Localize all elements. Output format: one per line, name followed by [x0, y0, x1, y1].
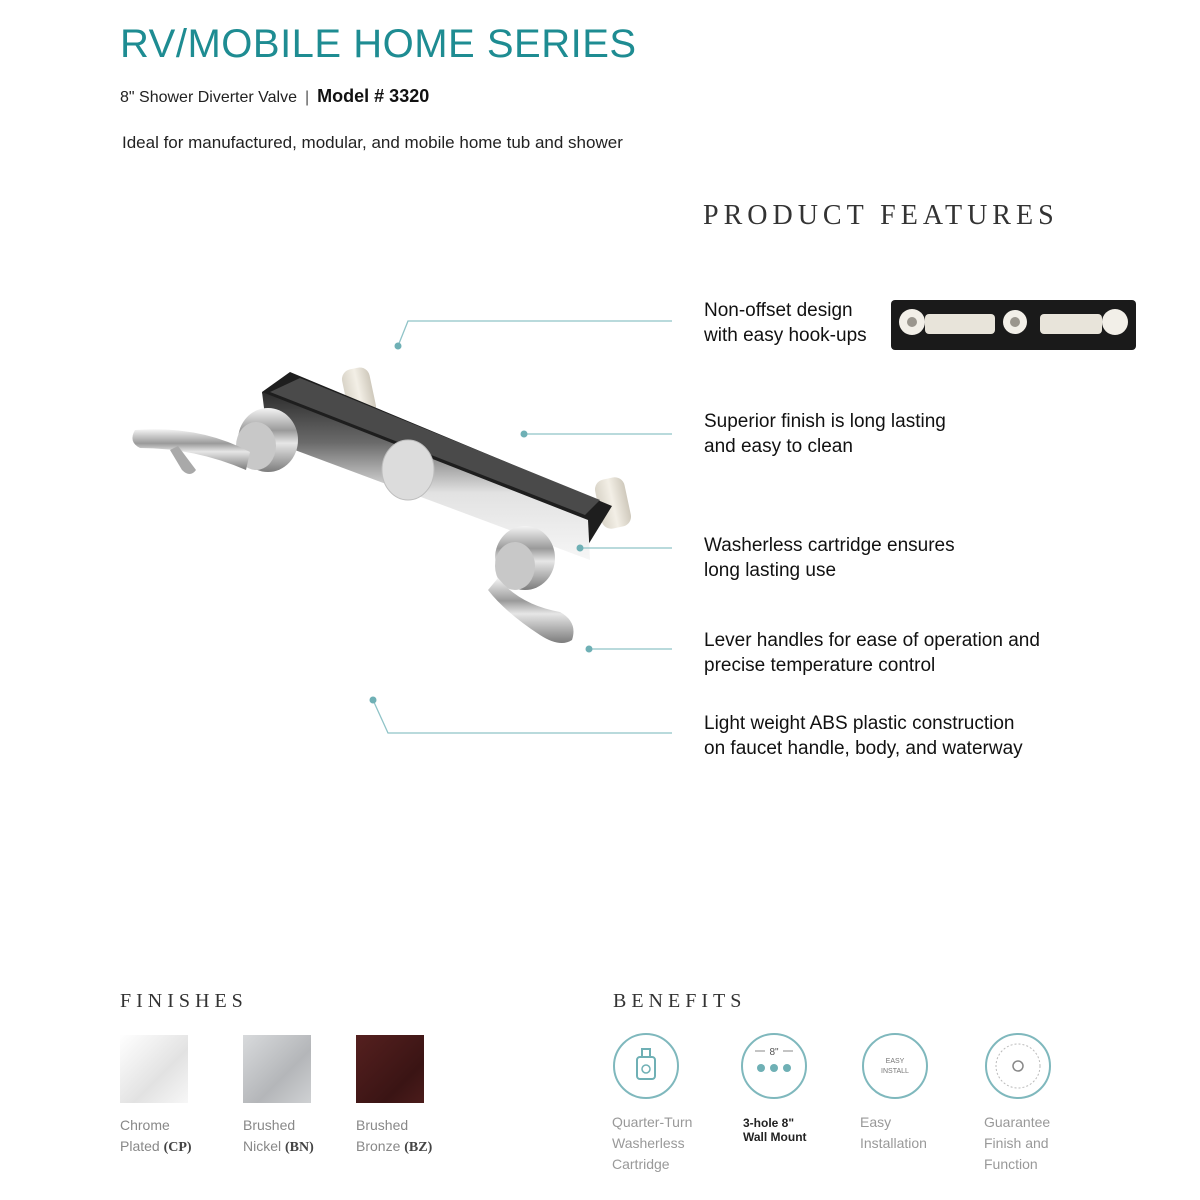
benefit-label-mount: 3-hole 8" Wall Mount — [743, 1116, 807, 1144]
cartridge-icon — [613, 1033, 679, 1099]
product-features-heading: PRODUCT FEATURES — [703, 200, 1059, 231]
mount-size-label: 8" — [769, 1047, 779, 1058]
feature-non-offset: Non-offset design with easy hook-ups — [704, 300, 867, 346]
feature-superior-finish: Superior finish is long lasting and easy to clean — [704, 411, 946, 457]
guarantee-seal-icon — [985, 1033, 1051, 1099]
finishes-heading: FINISHES — [120, 990, 248, 1012]
subtitle-separator: | — [305, 89, 310, 106]
finish-label-chrome: Chrome Plated (CP) — [120, 1117, 192, 1155]
feature-washerless-cartridge: Washerless cartridge ensures long lasting use — [704, 535, 955, 581]
finish-label-bronze: Brushed Bronze (BZ) — [356, 1117, 433, 1155]
easy-install-icon — [862, 1033, 928, 1099]
benefits-heading: BENEFITS — [613, 990, 747, 1012]
feature-lever-handles: Lever handles for ease of operation and precise temperature control — [704, 630, 1040, 676]
benefit-label-install: Easy Installation — [860, 1114, 927, 1151]
product-name: 8" Shower Diverter Valve — [120, 89, 298, 106]
swatch-brushed-nickel — [243, 1035, 311, 1103]
tagline: Ideal for manufactured, modular, and mobile home tub and shower — [122, 133, 623, 152]
benefit-label-cartridge: Quarter-Turn Washerless Cartridge — [612, 1114, 693, 1172]
benefit-label-guarantee: Guarantee Finish and Function — [984, 1114, 1051, 1172]
feature-abs-construction: Light weight ABS plastic construction on faucet handle, body, and waterway — [704, 713, 1023, 759]
swatch-chrome-plated — [120, 1035, 188, 1103]
model-number: Model # 3320 — [317, 86, 430, 106]
easy-install-word-1: EASY — [885, 1058, 905, 1065]
finish-label-nickel: Brushed Nickel (BN) — [243, 1117, 314, 1155]
three-hole-mount-icon — [741, 1033, 807, 1099]
faucet-valve-image — [132, 366, 632, 643]
page-title: RV/MOBILE HOME SERIES — [120, 22, 637, 66]
swatch-brushed-bronze — [356, 1035, 424, 1103]
easy-install-word-2: INSTALL — [881, 1068, 909, 1075]
